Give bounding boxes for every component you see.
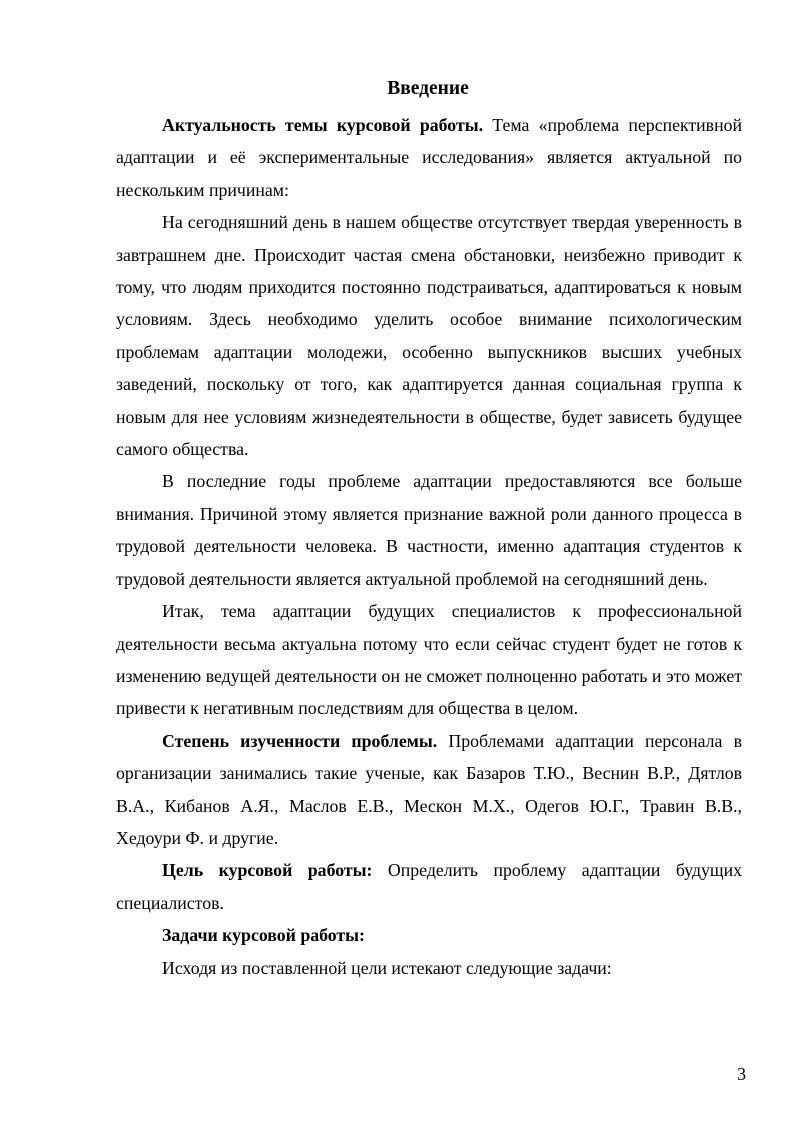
paragraph-lead: Цель курсовой работы: [162,860,373,881]
paragraph-society [116,206,742,465]
paragraph-lead: Задачи курсовой работы: [162,925,365,946]
paragraph-tasks-intro [116,952,742,984]
paragraph-body: Определить проблему адаптации будущих специалистов. [116,860,743,913]
paragraph-body: Итак, тема адаптации будущих специалистов к профессиональной деятельности весьма актуальна потому что если сейчас студент будет не готов к изменению ведущей деятельности он не сможет полноценно работать и это может привести к негативным последствиям для общества в целом. [116,601,742,719]
paragraph-tasks-heading [116,919,742,951]
paragraph-lead: Степень изученности проблемы. [162,730,438,751]
body-text [116,109,742,984]
paragraph-body: Тема «проблема перспективной адаптации и её экспериментальные исследования» является актуальной по нескольким причинам: [116,115,742,200]
paragraph-body: Проблемами адаптации персонала в организации занимались такие ученые, как Базаров Т.Ю., Веснин В.Р., Дятлов В.А., Кибанов А.Я., Маслов Е.В., Мескон М.Х., Одегов Ю.Г., Травин В.В., Хедоури Ф. и другие. [116,730,742,848]
paragraph-goal [116,854,742,919]
paragraph-body: На сегодняшний день в нашем обществе отсутствует твердая уверенность в завтрашнем дне. Происходит частая смена обстановки, неизбежно приводит к тому, что людям приходится постоянно подстраиваться, адаптироваться к новым условиям. Здесь необходимо уделить особое внимание психологическим проблемам адаптации молодежи, особенно выпускников высших учебных заведений, поскольку от того, как адаптируется данная социальная группа к новым для нее условиям жизнедеятельности в обществе, будет зависеть будущее самого общества. [116,212,742,460]
paragraph-relevance [116,109,742,206]
paragraph-recent-years [116,465,742,595]
paragraph-body: Исходя из поставленной цели истекают следующие задачи: [162,957,612,978]
paragraph-lead: Актуальность темы курсовой работы. [162,115,484,135]
section-title: Введение [387,78,469,99]
paragraph-conclusion [116,595,742,725]
paragraph-degree-of-study [116,725,742,855]
page-number: 3 [737,1064,746,1084]
paragraph-body: В последние годы проблеме адаптации предоставляются все больше внимания. Причиной этому является признание важной роли данного процесса в трудовой деятельности человека. В частности, именно адаптация студентов к трудовой деятельности является актуальной проблемой на сегодняшний день. [116,471,742,589]
